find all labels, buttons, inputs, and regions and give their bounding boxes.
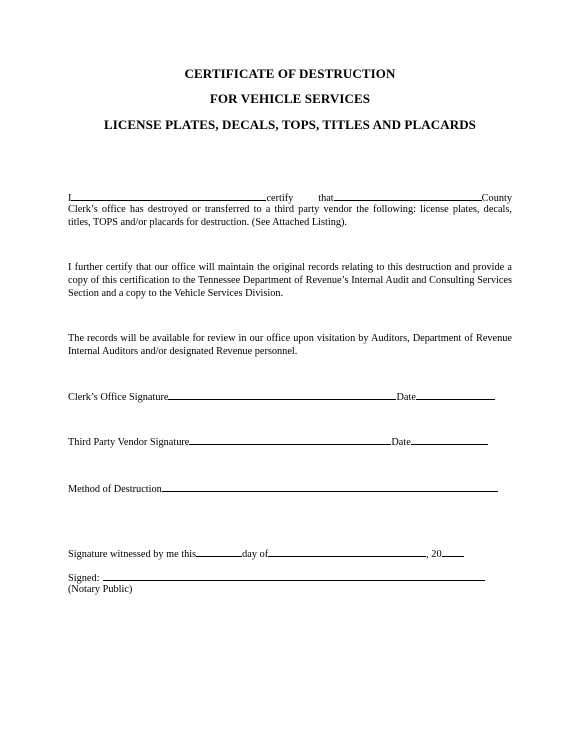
witness-year-field[interactable] bbox=[442, 546, 464, 557]
clerk-signature-field[interactable] bbox=[168, 389, 396, 400]
witness-day-field[interactable] bbox=[196, 546, 242, 557]
certify-paragraph-rest: Clerk’s office has destroyed or transferred to a third party vendor the following: license plates, decals, titles, TOPS and/or placards for destruction. (See Attached Listing). bbox=[68, 204, 512, 228]
method-field[interactable] bbox=[162, 481, 498, 492]
certify-i-text: I bbox=[68, 193, 72, 204]
certify-text: certify bbox=[266, 193, 294, 204]
vendor-signature-label: Third Party Vendor Signature bbox=[68, 437, 190, 448]
title-line-2: FOR VEHICLE SERVICES bbox=[209, 91, 371, 106]
vendor-date-label: Date bbox=[391, 437, 411, 448]
witness-prefix: Signature witnessed by me this bbox=[68, 549, 197, 560]
method-label: Method of Destruction bbox=[68, 484, 162, 495]
clerk-date-field[interactable] bbox=[416, 389, 495, 400]
vendor-signature-row bbox=[68, 434, 488, 449]
signed-label: Signed: bbox=[68, 573, 100, 584]
clerk-signature-label: Clerk’s Office Signature bbox=[68, 392, 169, 403]
review-paragraph: The records will be available for review in our office upon visitation by Auditors, Department of Revenue Internal Auditors and/or designated Revenue personnel. bbox=[68, 333, 512, 357]
notary-signature-field[interactable] bbox=[103, 570, 485, 581]
vendor-signature-field[interactable] bbox=[189, 434, 391, 445]
witness-year-prefix: , 20 bbox=[426, 549, 442, 560]
vendor-date-field[interactable] bbox=[411, 434, 488, 445]
county-text: County bbox=[481, 193, 512, 204]
witness-month-field[interactable] bbox=[268, 546, 426, 557]
notary-label: (Notary Public) bbox=[68, 584, 133, 595]
county-name-field[interactable] bbox=[334, 190, 482, 201]
title-line-3: LICENSE PLATES, DECALS, TOPS, TITLES AND PLACARDS bbox=[103, 117, 477, 132]
method-row bbox=[68, 481, 498, 496]
records-paragraph: I further certify that our office will maintain the original records relating to this destruction and provide a copy of this certification to the Tennessee Department of Revenue’s Internal Audit and Consulting Services Section and a copy to the Vehicle Services Division. bbox=[68, 262, 512, 299]
witness-row bbox=[68, 546, 464, 561]
title-line-1: CERTIFICATE OF DESTRUCTION bbox=[184, 66, 396, 81]
certifier-name-field[interactable] bbox=[71, 190, 266, 201]
clerk-date-label: Date bbox=[396, 392, 416, 403]
clerk-signature-row bbox=[68, 389, 495, 404]
witness-day-of: day of bbox=[242, 549, 269, 560]
that-text: that bbox=[318, 193, 334, 204]
